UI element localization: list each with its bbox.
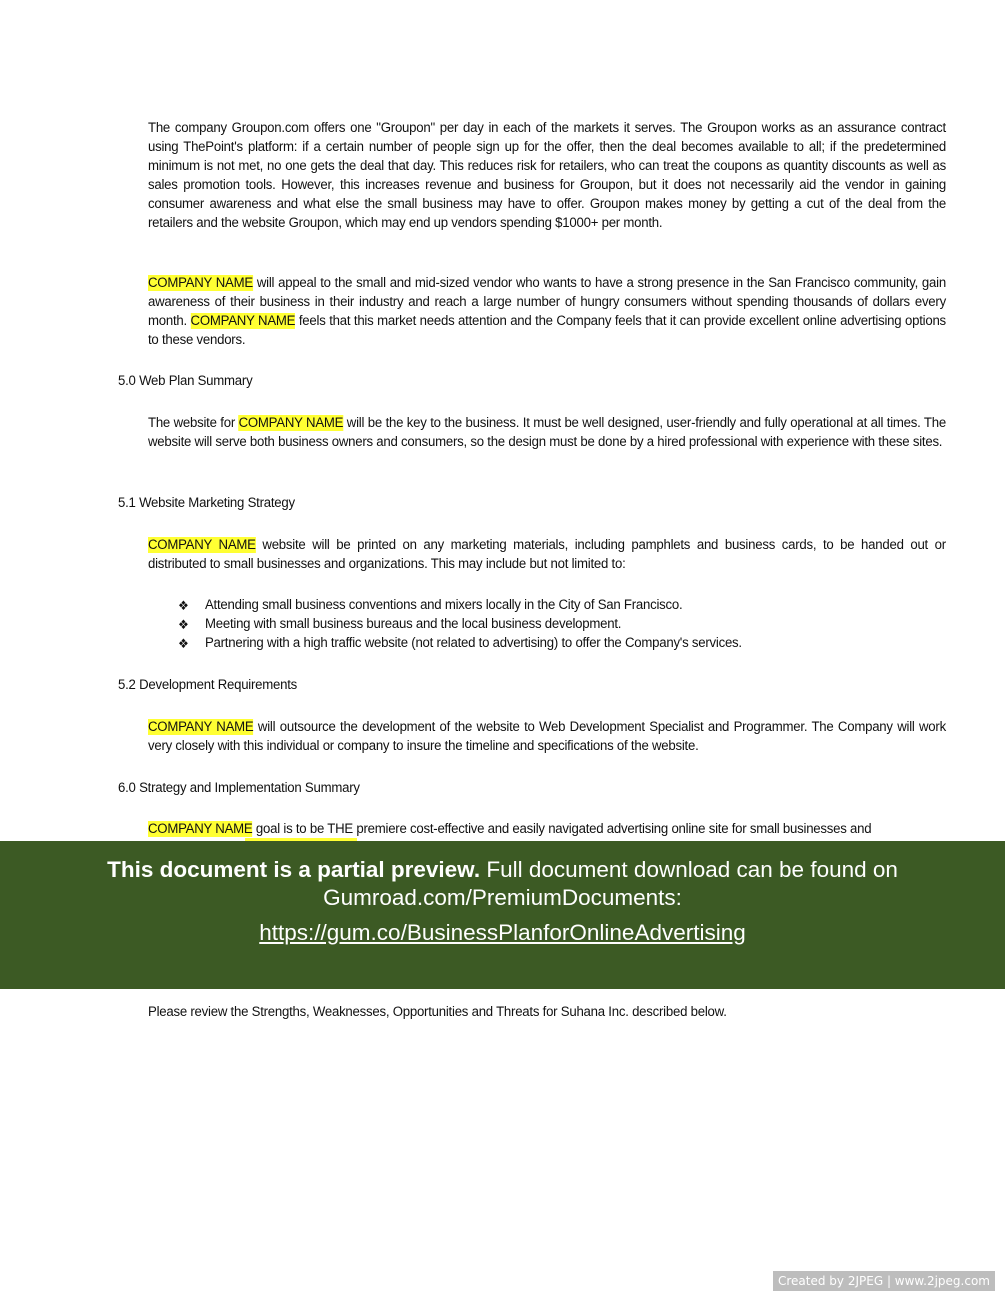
watermark-badge: Created by 2JPEG | www.2jpeg.com bbox=[773, 1271, 995, 1291]
banner-bold-text: This document is a partial preview. bbox=[107, 857, 481, 882]
diamond-bullet-icon: ❖ bbox=[178, 598, 189, 613]
development-text: will outsource the development of the website to Web Development Specialist and Programmer. The Company will work very closely with this individual or company to insure the timeline and specifications of the website. bbox=[148, 719, 946, 754]
diamond-bullet-icon: ❖ bbox=[178, 617, 189, 632]
banner-rest-text: Full document download can be found on bbox=[480, 857, 898, 882]
marketing-paragraph bbox=[148, 536, 946, 574]
groupon-paragraph bbox=[148, 119, 946, 233]
heading-web-plan: 5.0 Web Plan Summary bbox=[118, 373, 253, 389]
groupon-text: The company Groupon.com offers one "Groupon" per day in each of the markets it serves. The Groupon works as an assurance contract using ThePoint's platform: if a certain number of people sign up for the offer, then the deal becomes available to all; if the predetermined minimum is not met, no one gets the deal that day. This reduces risk for retailers, who can treat the coupons as quantity discounts as well as sales promotion tools. However, this increases revenue and business for Groupon, but it does not necessarily aid the vendor in gaining consumer awareness and what else the small business may have to offer. Groupon makes money by getting a cut of the deal from the retailers and the website Groupon, which may end up vendors spending $1000+ per month. bbox=[148, 120, 946, 231]
website-text-2: will be the key to the business. It must be well designed, user-friendly and fully operational at all times. The website will serve both business owners and consumers, so the design must be done by a hired professional with experience with these sites. bbox=[148, 415, 946, 450]
heading-strategy: 6.0 Strategy and Implementation Summary bbox=[118, 780, 360, 796]
website-text-1: The website for bbox=[148, 415, 239, 431]
appeal-paragraph bbox=[148, 274, 946, 350]
appeal-text-2: feels that this market needs attention and the Company feels that it can provide excellent online advertising options to these vendors. bbox=[148, 313, 946, 348]
development-paragraph bbox=[148, 718, 946, 756]
company-name-highlight: COMPANY NAME bbox=[148, 719, 254, 735]
swot-text: Please review the Strengths, Weaknesses, Opportunities and Threats for Suhana Inc. described below. bbox=[148, 1004, 727, 1020]
list-item: ❖ Meeting with small business bureaus and the local business development. bbox=[178, 616, 622, 632]
list-item: ❖ Partnering with a high traffic website (not related to advertising) to offer the Company's services. bbox=[178, 635, 742, 651]
preview-banner bbox=[0, 841, 1005, 989]
marketing-bullet-list bbox=[178, 596, 784, 653]
strategy-paragraph bbox=[148, 820, 946, 839]
strategy-text: goal is to be THE premiere cost-effective and easily navigated advertising online site for small businesses and bbox=[252, 821, 872, 837]
download-link[interactable]: https://gum.co/BusinessPlanforOnlineAdvertising bbox=[259, 920, 746, 945]
swot-paragraph bbox=[148, 1003, 946, 1022]
website-paragraph bbox=[148, 414, 946, 452]
diamond-bullet-icon: ❖ bbox=[178, 636, 189, 651]
company-name-highlight: COMPANY NAME bbox=[148, 537, 256, 553]
heading-development: 5.2 Development Requirements bbox=[118, 677, 298, 693]
company-name-highlight: COMPANY NAME bbox=[148, 275, 253, 291]
company-name-highlight: COMPANY NAME bbox=[190, 313, 296, 329]
company-name-highlight: COMPANY NAME bbox=[148, 821, 253, 837]
company-name-highlight: COMPANY NAME bbox=[238, 415, 344, 431]
marketing-text: website will be printed on any marketing materials, including pamphlets and business cards, to be handed out or distributed to small businesses and organizations. This may include but not limited to: bbox=[148, 537, 946, 572]
appeal-text-1: will appeal to the small and mid-sized vendor who wants to have a strong presence in the San Francisco community, gain awareness of their business in their industry and reach a large number of hungry consumers without spending thousands of dollars every month. bbox=[148, 275, 946, 329]
banner-line-1 bbox=[0, 856, 1005, 884]
banner-line-2: Gumroad.com/PremiumDocuments: bbox=[323, 885, 682, 910]
list-item: ❖ Attending small business conventions and mixers locally in the City of San Francisco. bbox=[178, 597, 683, 613]
heading-marketing: 5.1 Website Marketing Strategy bbox=[118, 495, 295, 511]
